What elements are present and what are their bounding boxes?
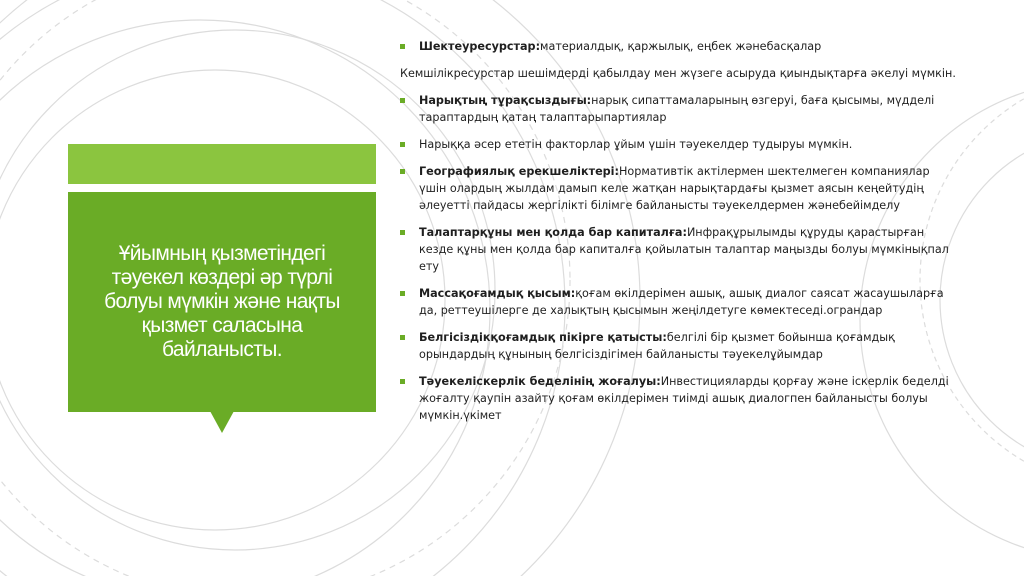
list-item xyxy=(400,329,960,363)
item-heading: Шектеуресурстар: xyxy=(419,40,541,53)
list-item xyxy=(400,285,960,319)
bullet-square-icon xyxy=(400,169,405,174)
list-item xyxy=(400,38,960,55)
item-text: Инфрақұрылымды құруды қарастырған кезде құны мен қолда бар капиталға қойылатын талаптар маңызды болуы мүмкінықпал ету xyxy=(419,226,949,273)
title-box-pointer xyxy=(210,411,234,433)
item-text: нарық сипаттамаларының өзгеруі, баға қысымы, мүдделі тараптардың қатаң талаптарыпартиялар xyxy=(419,94,935,124)
list-item xyxy=(400,92,960,126)
accent-strip xyxy=(68,144,376,184)
item-text: қоғам өкілдерімен ашық, ашық диалог саясат жасаушыларға да, реттеушілерге де халықтың қысымын жеңілдетуге көмектеседі.ограндар xyxy=(419,287,944,317)
list-item xyxy=(400,224,960,275)
item-text: Инвестицияларды қорғау және іскерлік беделді жоғалту қаупін азайту қоғам өкілдерімен тиімді ашық диалогпен байланысты болуы мүмкін.үкімет xyxy=(419,375,949,422)
bullet-list xyxy=(400,38,960,434)
bullet-square-icon xyxy=(400,142,405,147)
item-heading: Нарықтың тұрақсыздығы: xyxy=(419,94,592,107)
list-item xyxy=(400,136,960,153)
bullet-square-icon xyxy=(400,335,405,340)
slide-title: Ұйымның қызметіндегі тәуекел көздері әр түрлі болуы мүмкін және нақты қызмет саласына байланысты. xyxy=(104,242,340,361)
item-heading: Массақоғамдық қысым: xyxy=(419,287,576,300)
item-heading: Белгісіздікқоғамдық пікірге қатысты: xyxy=(419,331,667,344)
item-text: белгілі бір қызмет бойынша қоғамдық орындардың құнының белгісіздігімен байланысты тәуекелұйымдар xyxy=(419,331,895,361)
item-heading: Географиялық ерекшеліктері: xyxy=(419,165,619,178)
bullet-square-icon xyxy=(400,230,405,235)
list-item xyxy=(400,163,960,214)
list-item xyxy=(400,65,960,82)
item-heading: Талаптарқұны мен қолда бар капиталға: xyxy=(419,226,687,239)
bullet-square-icon xyxy=(400,379,405,384)
list-item xyxy=(400,373,960,424)
title-box xyxy=(68,192,376,412)
item-text: Нормативтік актілермен шектелмеген компаниялар үшін олардың жылдам дамып келе жатқан нарықтардағы қызмет аясын кеңейтудің әлеуетті пайдасы жергілікті білімге байланысты тәуекелдермен жәнебейімделу xyxy=(419,165,930,212)
item-text: Нарыққа әсер ететін факторлар ұйым үшін тәуекелдер тудыруы мүмкін. xyxy=(419,138,853,151)
item-heading: Тәуекеліскерлік беделінің жоғалуы: xyxy=(419,375,661,388)
item-text: материалдық, қаржылық, еңбек жәнебасқалар xyxy=(540,40,822,53)
bullet-square-icon xyxy=(400,98,405,103)
item-text: Кемшілікресурстар шешімдерді қабылдау мен жүзеге асыруда қиындықтарға әкелуі мүмкін. xyxy=(400,67,956,80)
bullet-square-icon xyxy=(400,44,405,49)
bullet-square-icon xyxy=(400,291,405,296)
